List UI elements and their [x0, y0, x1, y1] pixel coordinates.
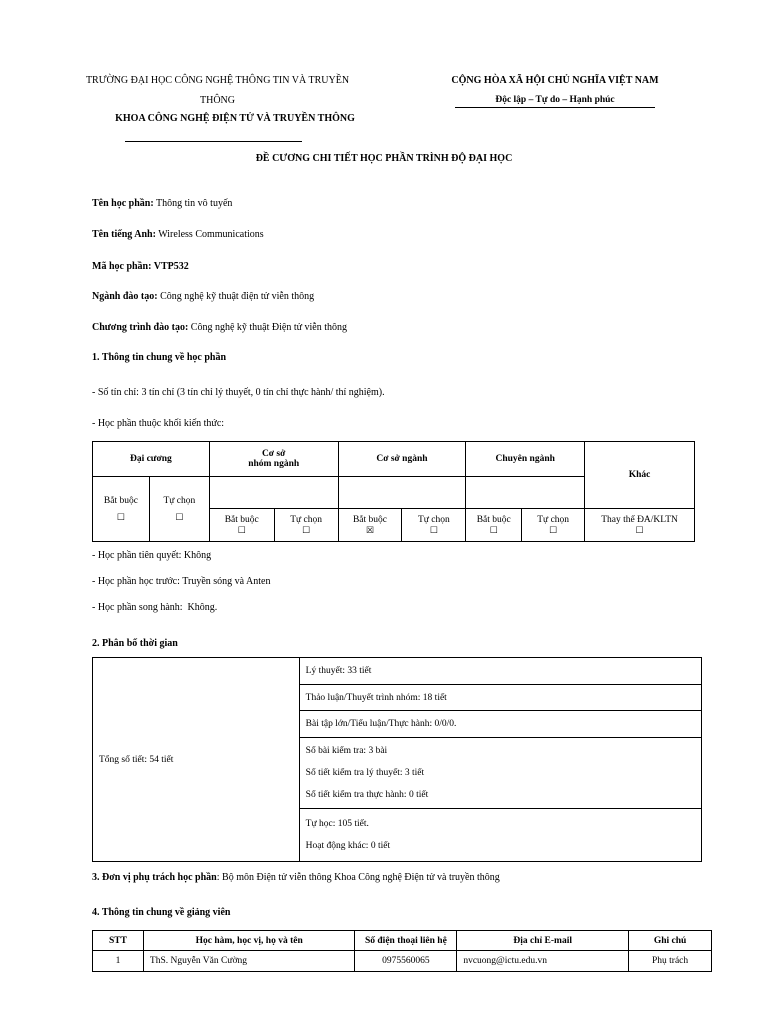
lecturer-table: [92, 930, 712, 972]
base-group-required-cell: Bắt buộc ☐: [209, 509, 274, 542]
training-program: Chương trình đào tạo: Công nghệ kỹ thuật Điện tử viễn thông: [92, 322, 348, 333]
table-row: [93, 951, 712, 972]
checkbox-base-group-required[interactable]: ☐: [237, 524, 246, 535]
row-phone: 0975560065: [355, 951, 457, 972]
base-group-blank: [209, 477, 338, 509]
section3-value: : Bộ môn Điện tử viễn thông Khoa Công nghệ Điện tử và truyền thông: [216, 872, 500, 883]
col-header-stt: STT: [93, 931, 144, 951]
test-theory: Số tiết kiểm tra lý thuyết: 3 tiết: [305, 768, 425, 778]
checkbox-base-major-elective[interactable]: ☐: [429, 524, 438, 535]
section2-title: 2. Phân bố thời gian: [92, 638, 178, 649]
header-specialized: Chuyên ngành: [466, 442, 585, 477]
header-other: Khác: [585, 442, 695, 509]
col-header-name: Học hàm, học vị, họ và tên: [143, 931, 355, 951]
header-general: Đại cương: [93, 442, 210, 477]
test-count: Số bài kiểm tra: 3 bài: [305, 746, 388, 756]
section3: [92, 872, 500, 883]
course-name: Tên học phần: Thông tin vô tuyến: [92, 198, 233, 209]
test-info-cell: [299, 738, 701, 809]
row-name: ThS. Nguyễn Văn Cường: [143, 951, 355, 972]
header-base-major: Cơ sở ngành: [338, 442, 466, 477]
checkbox-replace-thesis[interactable]: ☐: [635, 524, 644, 535]
school-name-line1: TRƯỜNG ĐẠI HỌC CÔNG NGHỆ THÔNG TIN VÀ TRUYỀN: [85, 75, 350, 86]
course-english-name: Tên tiếng Anh: Wireless Communications: [92, 229, 264, 240]
course-code: Mã học phần: VTP532: [92, 261, 189, 272]
checkbox-base-major-required[interactable]: ☒: [365, 524, 375, 535]
checkbox-general-elective[interactable]: ☐: [175, 511, 184, 522]
credits-text: - Số tín chỉ: 3 tín chỉ (3 tín chỉ lý thuyết, 0 tín chỉ thực hành/ thí nghiệm).: [92, 387, 385, 398]
section1-title: 1. Thông tin chung về học phần: [92, 352, 227, 363]
general-required-cell: Bắt buộc ☐: [93, 477, 150, 542]
theory-periods: Lý thuyết: 33 tiết: [299, 658, 701, 685]
base-major-required-cell: Bắt buộc ☒: [338, 509, 402, 542]
general-elective-cell: Tự chọn ☐: [149, 477, 209, 542]
section3-title: 3. Đơn vị phụ trách học phần: [92, 872, 217, 883]
base-major-blank: [338, 477, 466, 509]
row-email: nvcuong@ictu.edu.vn: [457, 951, 629, 972]
time-allocation-table: [92, 657, 702, 862]
faculty-name: KHOA CÔNG NGHỆ ĐIỆN TỬ VÀ TRUYỀN THÔNG: [115, 113, 355, 124]
self-study-cell: [299, 809, 701, 862]
prerequisite: - Học phần tiên quyết: Không: [92, 550, 212, 561]
training-major: Ngành đào tạo: Công nghệ kỹ thuật điện tử viễn thông: [92, 291, 315, 302]
base-major-elective-cell: Tự chọn ☐: [402, 509, 466, 542]
specialized-blank: [466, 477, 585, 509]
knowledge-block-table: [92, 441, 695, 542]
discussion-periods: Thảo luận/Thuyết trình nhóm: 18 tiết: [299, 685, 701, 711]
checkbox-general-required[interactable]: ☐: [116, 511, 125, 522]
col-header-note: Ghi chú: [629, 931, 712, 951]
other-replace-cell: Thay thế ĐA/KLTN ☐: [585, 509, 695, 542]
test-practice: Số tiết kiểm tra thực hành: 0 tiết: [305, 790, 429, 800]
parallel-course: - Học phần song hành: Không.: [92, 602, 218, 613]
school-name-line2: THÔNG: [200, 95, 235, 106]
col-header-phone: Số điện thoại liên hệ: [355, 931, 457, 951]
base-group-elective-cell: Tự chọn ☐: [274, 509, 338, 542]
total-periods-cell: Tổng số tiết: 54 tiết: [93, 658, 300, 862]
motto: Độc lập – Tự do – Hạnh phúc: [495, 95, 615, 105]
section4-title: 4. Thông tin chung về giảng viên: [92, 907, 231, 918]
row-stt: 1: [93, 951, 144, 972]
header-underline-right: [455, 107, 655, 108]
row-note: Phụ trách: [629, 951, 712, 972]
specialized-elective-cell: Tự chọn ☐: [522, 509, 585, 542]
specialized-required-cell: Bắt buộc ☐: [466, 509, 522, 542]
nation-title: CỘNG HÒA XÃ HỘI CHỦ NGHĨA VIỆT NAM: [451, 75, 659, 86]
prior-course: - Học phần học trước: Truyền sóng và Anten: [92, 576, 271, 587]
col-header-email: Địa chỉ E-mail: [457, 931, 629, 951]
header-underline-left: [125, 141, 302, 142]
knowledge-block-text: - Học phần thuộc khối kiến thức:: [92, 418, 225, 429]
exercise-periods: Bài tập lớn/Tiểu luận/Thực hành: 0/0/0.: [299, 711, 701, 738]
document-title: ĐỀ CƯƠNG CHI TIẾT HỌC PHẦN TRÌNH ĐỘ ĐẠI HỌC: [255, 153, 513, 164]
header-base-group: Cơ sở nhóm ngành: [209, 442, 338, 477]
self-study: Tự học: 105 tiết.: [305, 819, 369, 829]
other-activities: Hoạt động khác: 0 tiết: [305, 841, 391, 851]
checkbox-specialized-required[interactable]: ☐: [489, 524, 498, 535]
checkbox-specialized-elective[interactable]: ☐: [549, 524, 558, 535]
checkbox-base-group-elective[interactable]: ☐: [302, 524, 311, 535]
